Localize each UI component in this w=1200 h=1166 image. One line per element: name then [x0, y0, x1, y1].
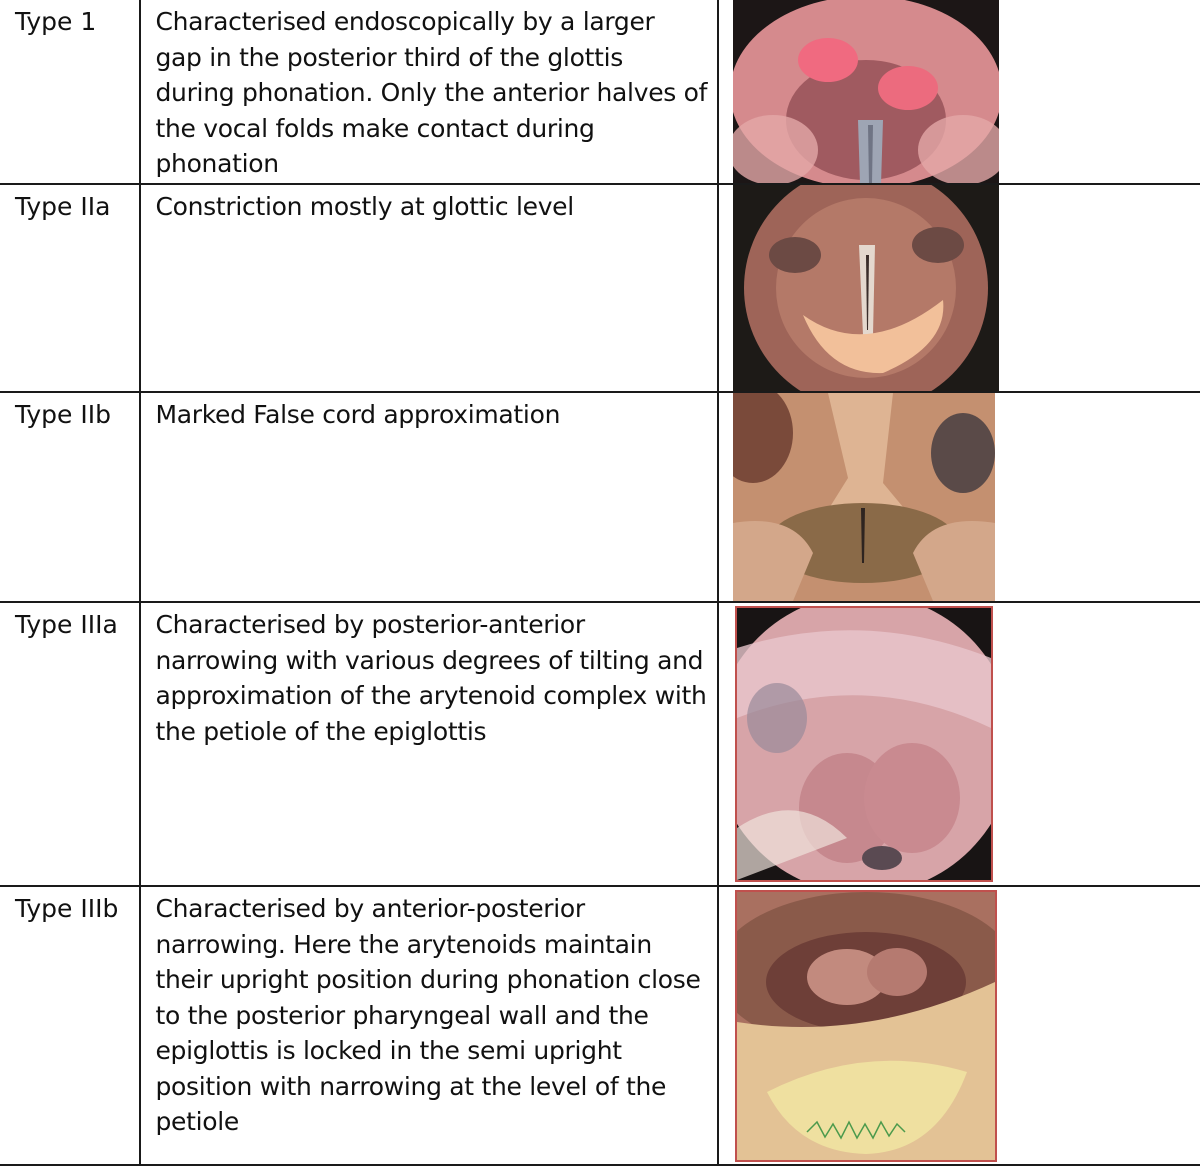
image-cell — [718, 184, 1200, 392]
type-label: Type 1 — [15, 7, 97, 36]
type-description: Characterised endoscopically by a larger gap in the posterior third of the glottis during phonation. Only the anterior halves of the vocal folds make contact during phonation — [155, 7, 708, 178]
description-cell — [140, 392, 718, 602]
image-cell — [718, 0, 1200, 184]
table-row — [0, 602, 1200, 886]
type-cell — [0, 184, 140, 392]
type-description: Marked False cord approximation — [155, 400, 561, 429]
type-description: Constriction mostly at glottic level — [155, 192, 574, 221]
type-cell — [0, 602, 140, 886]
type-label: Type IIb — [15, 400, 111, 429]
image-cell — [718, 886, 1200, 1165]
type-label: Type IIIb — [15, 894, 119, 923]
type-cell — [0, 886, 140, 1165]
laryngoscopy-image — [735, 890, 997, 1162]
type-label: Type IIIa — [15, 610, 118, 639]
description-cell — [140, 184, 718, 392]
description-cell — [140, 0, 718, 184]
laryngoscopy-image — [735, 606, 993, 882]
type-description: Characterised by anterior-posterior narrowing. Here the arytenoids maintain their upright position during phonation close to the posterior pharyngeal wall and the epiglottis is locked in the semi upright position with narrowing at the level of the petiole — [155, 894, 701, 1136]
type-cell — [0, 392, 140, 602]
table-row — [0, 392, 1200, 602]
image-cell — [718, 602, 1200, 886]
table-row — [0, 0, 1200, 184]
type-label: Type IIa — [15, 192, 111, 221]
table-row — [0, 184, 1200, 392]
type-cell — [0, 0, 140, 184]
description-cell — [140, 886, 718, 1165]
table-row — [0, 886, 1200, 1165]
laryngoscopy-image — [733, 185, 999, 391]
laryngoscopy-image — [733, 393, 995, 601]
image-cell — [718, 392, 1200, 602]
type-description: Characterised by posterior-anterior narrowing with various degrees of tilting and approximation of the arytenoid complex with the petiole of the epiglottis — [155, 610, 707, 746]
description-cell — [140, 602, 718, 886]
laryngoscopy-image — [733, 0, 999, 184]
